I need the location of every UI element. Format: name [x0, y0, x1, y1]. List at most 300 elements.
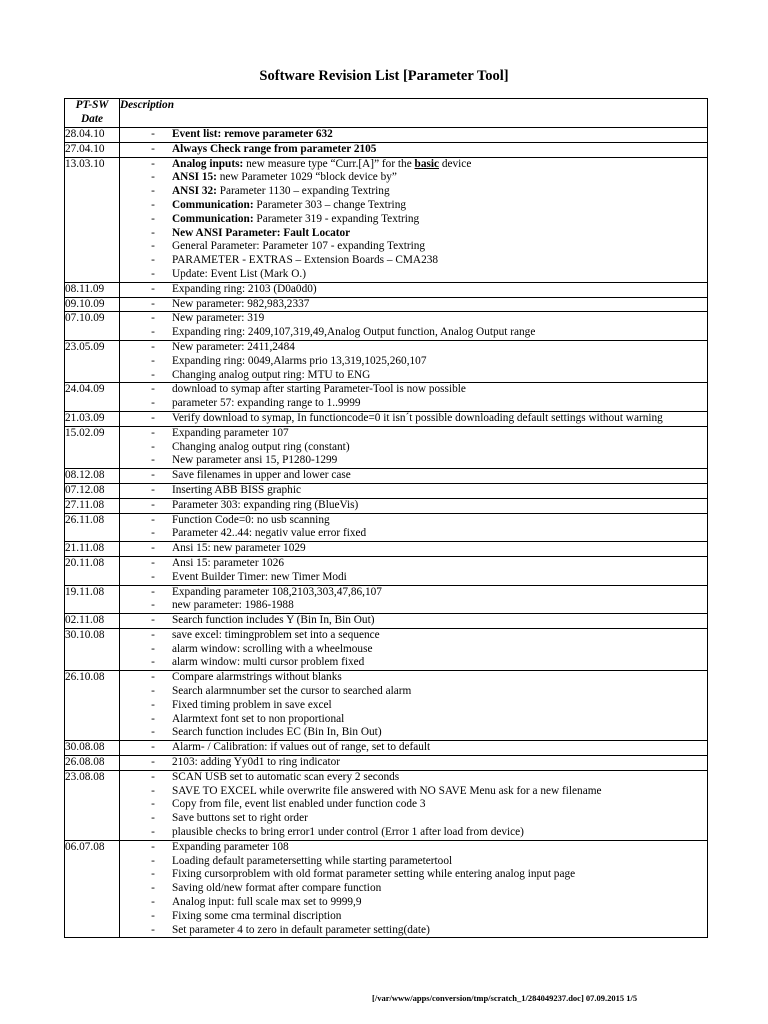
list-item	[120, 283, 707, 297]
list-item	[120, 355, 707, 369]
revision-description	[120, 340, 708, 382]
table-row	[65, 556, 708, 585]
item-text	[172, 469, 707, 483]
item-text	[172, 855, 707, 869]
item-text	[172, 685, 707, 699]
revision-description	[120, 756, 708, 771]
item-text	[172, 629, 707, 643]
list-item	[120, 726, 707, 740]
bullet-dash: -	[151, 171, 155, 184]
list-item	[120, 841, 707, 855]
revision-description	[120, 513, 708, 542]
revision-date: 26.08.08	[65, 756, 120, 771]
bullet-dash: -	[151, 185, 155, 198]
text-segment: Communication:	[172, 198, 254, 211]
item-text	[172, 614, 707, 628]
revision-date: 07.10.09	[65, 312, 120, 341]
bullet-dash: -	[151, 784, 155, 797]
revision-date: 30.08.08	[65, 741, 120, 756]
revision-description	[120, 483, 708, 498]
item-text	[172, 427, 707, 441]
item-text	[172, 699, 707, 713]
revision-date: 27.11.08	[65, 498, 120, 513]
list-item	[120, 185, 707, 199]
revision-description	[120, 840, 708, 938]
table-row	[65, 840, 708, 938]
text-segment: Function Code=0: no usb scanning	[172, 513, 330, 526]
bullet-dash: -	[151, 556, 155, 569]
header-date: PT-SW Date	[65, 99, 120, 128]
table-row	[65, 383, 708, 412]
text-segment: Parameter 303: expanding ring (BlueVis)	[172, 498, 359, 511]
list-item	[120, 812, 707, 826]
table-row	[65, 671, 708, 741]
item-text	[172, 158, 707, 172]
revision-description	[120, 556, 708, 585]
list-item	[120, 383, 707, 397]
item-text	[172, 882, 707, 896]
bullet-dash: -	[151, 212, 155, 225]
item-text	[172, 798, 707, 812]
list-item	[120, 643, 707, 657]
list-item	[120, 527, 707, 541]
bullet-dash: -	[151, 498, 155, 511]
list-item	[120, 882, 707, 896]
list-item	[120, 268, 707, 282]
item-text	[172, 910, 707, 924]
text-segment: New parameter: 982,983,2337	[172, 297, 310, 310]
item-text	[172, 599, 707, 613]
list-item	[120, 412, 707, 426]
revision-date: 15.02.09	[65, 426, 120, 468]
text-segment: Search alarmnumber set the cursor to searched alarm	[172, 685, 412, 698]
text-segment: Inserting ABB BISS graphic	[172, 483, 301, 496]
text-segment: Alarm- / Calibration: if values out of range, set to default	[172, 741, 431, 754]
list-item	[120, 240, 707, 254]
bullet-dash: -	[151, 469, 155, 482]
bullet-dash: -	[151, 896, 155, 909]
revision-description	[120, 383, 708, 412]
text-segment: Alarmtext font set to non proportional	[172, 712, 345, 725]
table-row	[65, 483, 708, 498]
text-segment: new Parameter 1029 “block device by”	[216, 171, 397, 184]
item-text	[172, 896, 707, 910]
bullet-dash: -	[151, 868, 155, 881]
revision-date: 07.12.08	[65, 483, 120, 498]
text-segment: Expanding ring: 2409,107,319,49,Analog Output function, Analog Output range	[172, 326, 536, 339]
item-text	[172, 326, 707, 340]
item-text	[172, 383, 707, 397]
item-text	[172, 514, 707, 528]
table-row	[65, 142, 708, 157]
revision-date: 02.11.08	[65, 614, 120, 629]
item-text	[172, 254, 707, 268]
text-segment: basic	[414, 157, 440, 170]
bullet-dash: -	[151, 756, 155, 769]
text-segment: alarm window: scrolling with a wheelmouse	[172, 642, 373, 655]
list-item	[120, 369, 707, 383]
text-segment: alarm window: multi cursor problem fixed	[172, 656, 365, 669]
item-text	[172, 542, 707, 556]
revision-date: 23.08.08	[65, 770, 120, 840]
item-text	[172, 240, 707, 254]
text-segment: Saving old/new format after compare function	[172, 882, 382, 895]
text-segment: SCAN USB set to automatic scan every 2 seconds	[172, 770, 400, 783]
list-item	[120, 671, 707, 685]
footer-path: [/var/www/apps/conversion/tmp/scratch_1/284049237.doc] 07.09.2015 1/5	[372, 993, 638, 1003]
list-item	[120, 427, 707, 441]
revision-description	[120, 157, 708, 282]
text-segment: Loading default parametersetting while starting parametertool	[172, 854, 453, 867]
revision-description	[120, 426, 708, 468]
revision-date: 26.11.08	[65, 513, 120, 542]
bullet-dash: -	[151, 726, 155, 739]
text-segment: new measure type “Curr.[A]” for the	[243, 157, 415, 170]
revision-date: 24.04.09	[65, 383, 120, 412]
bullet-dash: -	[151, 383, 155, 396]
list-item	[120, 341, 707, 355]
revision-date: 06.07.08	[65, 840, 120, 938]
item-text	[172, 268, 707, 282]
revision-description	[120, 128, 708, 143]
table-row	[65, 128, 708, 143]
revision-date: 26.10.08	[65, 671, 120, 741]
list-item	[120, 542, 707, 556]
table-row	[65, 585, 708, 614]
item-text	[172, 283, 707, 297]
item-text	[172, 586, 707, 600]
item-text	[172, 826, 707, 840]
text-segment: device	[439, 157, 472, 170]
text-segment: PARAMETER - EXTRAS – Extension Boards – CMA238	[172, 254, 439, 267]
text-segment: Expanding parameter 108,2103,303,47,86,107	[172, 585, 382, 598]
text-segment: General Parameter: Parameter 107 - expanding Textring	[172, 240, 426, 253]
bullet-dash: -	[151, 527, 155, 540]
item-text	[172, 771, 707, 785]
bullet-dash: -	[151, 483, 155, 496]
text-segment: Ansi 15: new parameter 1029	[172, 542, 306, 555]
table-row	[65, 628, 708, 670]
bullet-dash: -	[151, 570, 155, 583]
list-item	[120, 326, 707, 340]
bullet-dash: -	[151, 698, 155, 711]
revision-description	[120, 671, 708, 741]
list-item	[120, 514, 707, 528]
bullet-dash: -	[151, 454, 155, 467]
item-text	[172, 484, 707, 498]
revision-description	[120, 498, 708, 513]
list-item	[120, 855, 707, 869]
list-item	[120, 499, 707, 513]
text-segment: Compare alarmstrings without blanks	[172, 671, 342, 684]
bullet-dash: -	[151, 712, 155, 725]
text-segment: Event list: remove parameter 632	[172, 128, 333, 140]
revision-description	[120, 741, 708, 756]
table-row	[65, 297, 708, 312]
bullet-dash: -	[151, 882, 155, 895]
item-text	[172, 143, 707, 157]
item-text	[172, 785, 707, 799]
bullet-dash: -	[151, 297, 155, 310]
item-text	[172, 841, 707, 855]
item-text	[172, 924, 707, 938]
bullet-dash: -	[151, 812, 155, 825]
list-item	[120, 469, 707, 483]
text-segment: Ansi 15: parameter 1026	[172, 556, 284, 569]
text-segment: Search function includes EC (Bin In, Bin Out)	[172, 726, 382, 739]
bullet-dash: -	[151, 513, 155, 526]
revision-date: 08.12.08	[65, 469, 120, 484]
list-item	[120, 199, 707, 213]
text-segment: New parameter ansi 15, P1280-1299	[172, 454, 338, 467]
list-item	[120, 910, 707, 924]
table-row	[65, 741, 708, 756]
bullet-dash: -	[151, 226, 155, 239]
item-text	[172, 571, 707, 585]
text-segment: SAVE TO EXCEL while overwrite file answered with NO SAVE Menu ask for a new filename	[172, 784, 602, 797]
item-text	[172, 557, 707, 571]
text-segment: download to symap after starting Parameter-Tool is now possible	[172, 383, 466, 396]
list-item	[120, 171, 707, 185]
text-segment: Verify download to symap, In functioncode=0 it isn´t possible downloading default settings without warning	[172, 411, 663, 424]
item-text	[172, 397, 707, 411]
list-item	[120, 586, 707, 600]
revision-description	[120, 469, 708, 484]
list-item	[120, 441, 707, 455]
table-row	[65, 513, 708, 542]
bullet-dash: -	[151, 770, 155, 783]
revision-date: 09.10.09	[65, 297, 120, 312]
bullet-dash: -	[151, 685, 155, 698]
item-text	[172, 756, 707, 770]
table-row	[65, 426, 708, 468]
bullet-dash: -	[151, 542, 155, 555]
list-item	[120, 798, 707, 812]
revision-description	[120, 312, 708, 341]
bullet-dash: -	[151, 397, 155, 410]
list-item	[120, 656, 707, 670]
revision-description	[120, 770, 708, 840]
bullet-dash: -	[151, 142, 155, 155]
bullet-dash: -	[151, 440, 155, 453]
text-segment: New parameter: 319	[172, 312, 265, 325]
table-row	[65, 756, 708, 771]
list-item	[120, 868, 707, 882]
text-segment: plausible checks to bring error1 under control (Error 1 after load from device)	[172, 826, 524, 839]
table-row	[65, 614, 708, 629]
revision-date: 08.11.09	[65, 282, 120, 297]
text-segment: Changing analog output ring: MTU to ENG	[172, 368, 371, 381]
list-item	[120, 771, 707, 785]
bullet-dash: -	[151, 741, 155, 754]
list-item	[120, 298, 707, 312]
bullet-dash: -	[151, 312, 155, 325]
header-description: Description	[120, 99, 708, 128]
bullet-dash: -	[151, 340, 155, 353]
list-item	[120, 143, 707, 157]
revision-date: 23.05.09	[65, 340, 120, 382]
text-segment: Analog input: full scale max set to 9999,9	[172, 896, 362, 909]
bullet-dash: -	[151, 282, 155, 295]
text-segment: Analog inputs:	[172, 157, 244, 170]
table-header-row	[65, 99, 708, 128]
item-text	[172, 643, 707, 657]
bullet-dash: -	[151, 128, 155, 140]
list-item	[120, 614, 707, 628]
list-item	[120, 158, 707, 172]
text-segment: Search function includes Y (Bin In, Bin Out)	[172, 614, 375, 627]
bullet-dash: -	[151, 267, 155, 280]
revision-description	[120, 614, 708, 629]
text-segment: Expanding ring: 0049,Alarms prio 13,319,1025,260,107	[172, 354, 427, 367]
list-item	[120, 128, 707, 142]
item-text	[172, 499, 707, 513]
revision-description	[120, 282, 708, 297]
item-text	[172, 527, 707, 541]
text-segment: save excel: timingproblem set into a sequence	[172, 628, 380, 641]
item-text	[172, 171, 707, 185]
bullet-dash: -	[151, 426, 155, 439]
list-item	[120, 699, 707, 713]
table-row	[65, 340, 708, 382]
item-text	[172, 812, 707, 826]
bullet-dash: -	[151, 854, 155, 867]
revision-date: 13.03.10	[65, 157, 120, 282]
list-item	[120, 785, 707, 799]
list-item	[120, 599, 707, 613]
text-segment: Parameter 42..44: negativ value error fixed	[172, 527, 367, 540]
text-segment: Copy from file, event list enabled under function code 3	[172, 798, 426, 811]
item-text	[172, 726, 707, 740]
list-item	[120, 227, 707, 241]
text-segment: Always Check range from parameter 2105	[172, 142, 377, 155]
text-segment: new parameter: 1986-1988	[172, 599, 294, 612]
table-row	[65, 542, 708, 557]
bullet-dash: -	[151, 840, 155, 853]
revision-date: 27.04.10	[65, 142, 120, 157]
bullet-dash: -	[151, 368, 155, 381]
bullet-dash: -	[151, 411, 155, 424]
table-row	[65, 157, 708, 282]
text-segment: ANSI 15:	[172, 171, 217, 184]
revision-description	[120, 411, 708, 426]
revision-description	[120, 142, 708, 157]
text-segment: 2103: adding Yy0d1 to ring indicator	[172, 756, 341, 769]
list-item	[120, 254, 707, 268]
table-row	[65, 282, 708, 297]
document-title: Software Revision List [Parameter Tool]	[259, 68, 509, 84]
item-text	[172, 412, 707, 426]
text-segment: Fixed timing problem in save excel	[172, 698, 332, 711]
bullet-dash: -	[151, 798, 155, 811]
bullet-dash: -	[151, 157, 155, 170]
bullet-dash: -	[151, 671, 155, 684]
revision-date: 28.04.10	[65, 128, 120, 143]
revision-description	[120, 585, 708, 614]
item-text	[172, 298, 707, 312]
item-text	[172, 199, 707, 213]
revision-date: 30.10.08	[65, 628, 120, 670]
item-text	[172, 227, 707, 241]
revision-date: 20.11.08	[65, 556, 120, 585]
item-text	[172, 369, 707, 383]
revision-description	[120, 297, 708, 312]
revision-table	[64, 98, 708, 938]
text-segment: ANSI 32:	[172, 185, 217, 198]
bullet-dash: -	[151, 240, 155, 253]
table-row	[65, 469, 708, 484]
bullet-dash: -	[151, 923, 155, 936]
revision-description	[120, 628, 708, 670]
item-text	[172, 441, 707, 455]
text-segment: Parameter 1130 – expanding Textring	[216, 185, 390, 198]
text-segment: Expanding parameter 107	[172, 426, 289, 439]
text-segment: New parameter: 2411,2484	[172, 340, 295, 353]
item-text	[172, 454, 707, 468]
text-segment: Fixing cursorproblem with old format parameter setting while entering analog input page	[172, 868, 576, 881]
bullet-dash: -	[151, 614, 155, 627]
item-text	[172, 868, 707, 882]
list-item	[120, 484, 707, 498]
item-text	[172, 741, 707, 755]
list-item	[120, 713, 707, 727]
text-segment: Parameter 303 – change Textring	[253, 198, 406, 211]
item-text	[172, 671, 707, 685]
text-segment: Fixing some cma terminal discription	[172, 909, 342, 922]
bullet-dash: -	[151, 909, 155, 922]
list-item	[120, 571, 707, 585]
list-item	[120, 826, 707, 840]
list-item	[120, 454, 707, 468]
revision-date: 19.11.08	[65, 585, 120, 614]
bullet-dash: -	[151, 826, 155, 839]
revision-rows	[65, 128, 708, 938]
item-text	[172, 213, 707, 227]
list-item	[120, 685, 707, 699]
bullet-dash: -	[151, 254, 155, 267]
text-segment: Save buttons set to right order	[172, 812, 308, 825]
list-item	[120, 629, 707, 643]
list-item	[120, 213, 707, 227]
text-segment: Event Builder Timer: new Timer Modi	[172, 570, 347, 583]
text-segment: Update: Event List (Mark O.)	[172, 267, 306, 280]
table-row	[65, 411, 708, 426]
item-text	[172, 355, 707, 369]
bullet-dash: -	[151, 656, 155, 669]
item-text	[172, 312, 707, 326]
list-item	[120, 756, 707, 770]
bullet-dash: -	[151, 628, 155, 641]
list-item	[120, 741, 707, 755]
bullet-dash: -	[151, 326, 155, 339]
list-item	[120, 896, 707, 910]
text-segment: Set parameter 4 to zero in default parameter setting(date)	[172, 923, 430, 936]
text-segment: parameter 57: expanding range to 1..9999	[172, 397, 361, 410]
list-item	[120, 924, 707, 938]
text-segment: Parameter 319 - expanding Textring	[253, 212, 420, 225]
item-text	[172, 185, 707, 199]
list-item	[120, 312, 707, 326]
table-row	[65, 312, 708, 341]
item-text	[172, 341, 707, 355]
table-row	[65, 498, 708, 513]
revision-date: 21.11.08	[65, 542, 120, 557]
table-row	[65, 770, 708, 840]
bullet-dash: -	[151, 599, 155, 612]
bullet-dash: -	[151, 354, 155, 367]
item-text	[172, 713, 707, 727]
text-segment: Save filenames in upper and lower case	[172, 469, 351, 482]
